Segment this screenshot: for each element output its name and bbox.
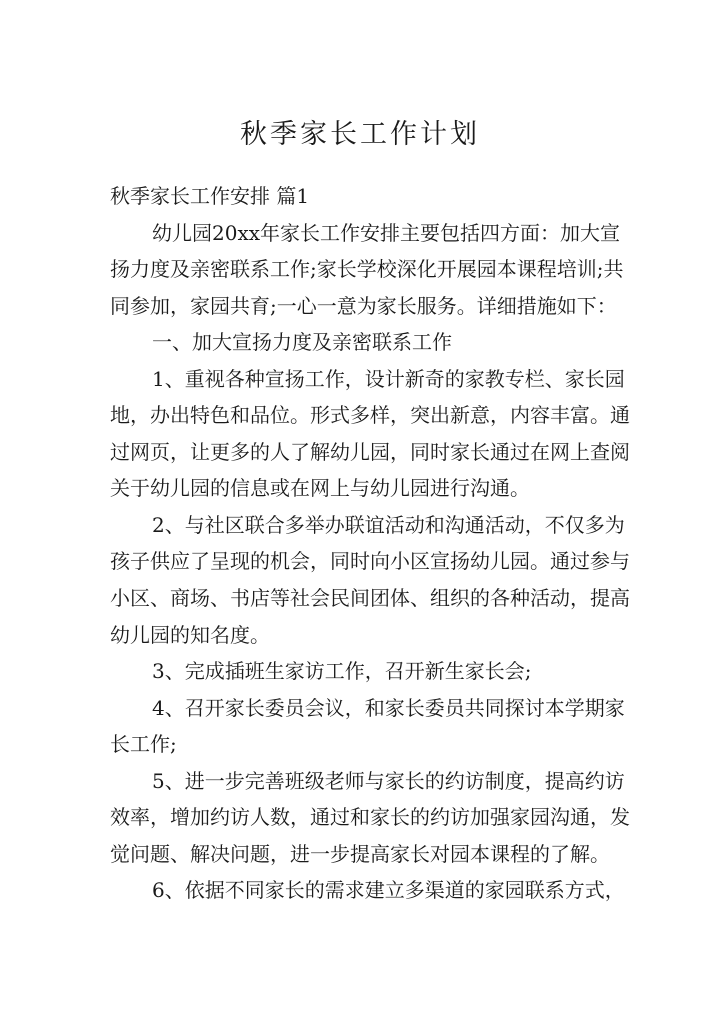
- section-heading: 秋季家长工作安排 篇1: [110, 184, 310, 208]
- paragraph-line: 扬力度及亲密联系工作;家长学校深化开展园本课程培训;共: [110, 257, 624, 282]
- paragraph-line: 2、与社区联合多举办联谊活动和沟通活动，不仅多为: [152, 512, 625, 537]
- paragraph-line: 1、重视各种宣扬工作，设计新奇的家教专栏、家长园: [152, 366, 625, 391]
- paragraph-line: 关于幼儿园的信息或在网上与幼儿园进行沟通。: [110, 476, 530, 501]
- paragraph-line: 孩子供应了呈现的机会，同时向小区宣扬幼儿园。通过参与: [110, 549, 630, 574]
- paragraph-line: 地，办出特色和品位。形式多样，突出新意，内容丰富。通: [110, 403, 630, 428]
- paragraph-line: 过网页，让更多的人了解幼儿园，同时家长通过在网上查阅: [110, 439, 630, 464]
- paragraph-line: 一、加大宣扬力度及亲密联系工作: [152, 330, 452, 355]
- paragraph-line: 幼儿园的知名度。: [110, 622, 270, 647]
- paragraph: [110, 363, 630, 509]
- paragraph: [110, 326, 610, 363]
- paragraph: [110, 765, 630, 875]
- paragraph-line: 效率，增加约访人数，通过和家长的约访加强家园沟通，发: [110, 805, 630, 830]
- paragraph-line: 6、依据不同家长的需求建立多渠道的家园联系方式，: [152, 878, 625, 903]
- paragraph-line: 长工作;: [110, 732, 177, 757]
- paragraph-line: 小区、商场、书店等社会民间团体、组织的各种活动，提高: [110, 586, 630, 611]
- paragraph: [110, 509, 630, 655]
- paragraph-line: 同参加，家园共育;一心一意为家长服务。详细措施如下：: [110, 293, 617, 318]
- paragraph: [110, 655, 610, 692]
- paragraph-line: 幼儿园20xx年家长工作安排主要包括四方面：加大宣: [152, 220, 621, 245]
- paragraph: [110, 692, 625, 765]
- paragraph: [110, 217, 624, 327]
- paragraph-line: 3、完成插班生家访工作，召开新生家长会;: [152, 659, 532, 684]
- paragraph-line: 觉问题、解决问题，进一步提高家长对园本课程的了解。: [110, 841, 610, 866]
- document-title: 秋季家长工作计划: [240, 119, 480, 150]
- paragraph: [110, 874, 625, 911]
- paragraph-line: 4、召开家长委员会议，和家长委员共同探讨本学期家: [152, 695, 625, 720]
- document-body: [110, 180, 630, 911]
- paragraph-line: 5、进一步完善班级老师与家长的约访制度，提高约访: [152, 768, 625, 793]
